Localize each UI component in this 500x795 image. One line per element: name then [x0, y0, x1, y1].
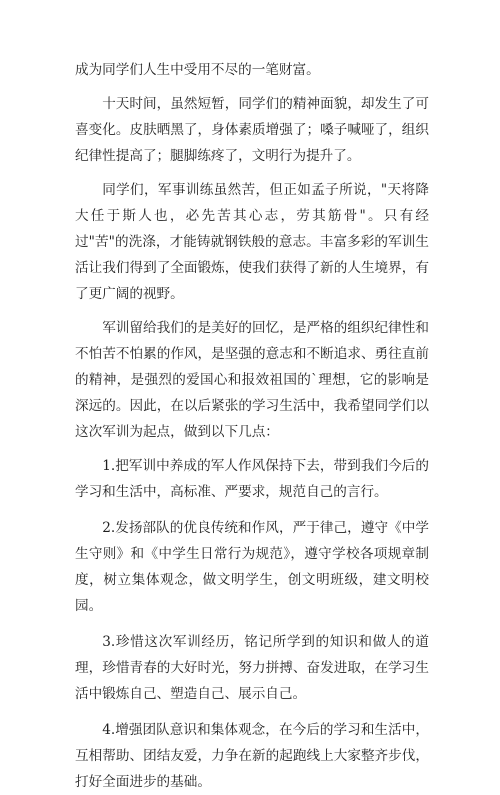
list-item-2: 2.发扬部队的优良传统和作风，严于律己，遵守《中学生守则》和《中学生日常行为规范》，遵守学校各项规章制度，树立集体观念，做文明学生，创文明班级，建文明校园。 — [75, 520, 429, 614]
list-item-3: 3.珍惜这次军训经历，铭记所学到的知识和做人的道理，珍惜青春的大好时光，努力拼搏、奋发进取，在学习生活中锻炼自己、塑造自己、展示自己。 — [75, 634, 429, 702]
paragraph-memories: 军训留给我们的是美好的回忆，是严格的组织纪律性和不怕苦不怕累的作风，是坚强的意志和不断追求、勇往直前的精神，是强烈的爱国心和报效祖国的`理想，它的影响是深远的。因此，在以后紧张的学习生活中，我希望同学们以这次军训为起点，做到以下几点： — [75, 320, 429, 440]
paragraph-ten-days: 十天时间，虽然短暂，同学们的精神面貌，却发生了可喜变化。皮肤晒黑了，身体素质增强了；嗓子喊哑了，组织纪律性提高了；腿脚练疼了，文明行为提升了。 — [75, 96, 429, 164]
paragraph-hardship: 同学们，军事训练虽然苦，但正如孟子所说，"天将降大任于斯人也，必先苦其心志，劳其筋骨"。只有经过"苦"的洗涤，才能铸就钢铁般的意志。丰富多彩的军训生活让我们得到了全面锻炼，使我们获得了新的人生境界，有了更广阔的视野。 — [75, 182, 429, 302]
document-body — [75, 57, 429, 795]
list-item-4: 4.增强团队意识和集体观念，在今后的学习和生活中，互相帮助、团结友爱，力争在新的起跑线上大家整齐步伐，打好全面进步的基础。 — [75, 722, 429, 790]
paragraph-continuation: 成为同学们人生中受用不尽的一笔财富。 — [75, 62, 320, 78]
list-item-1: 1.把军训中养成的军人作风保持下去，带到我们今后的学习和生活中，高标准、严要求，规范自己的言行。 — [75, 458, 429, 500]
